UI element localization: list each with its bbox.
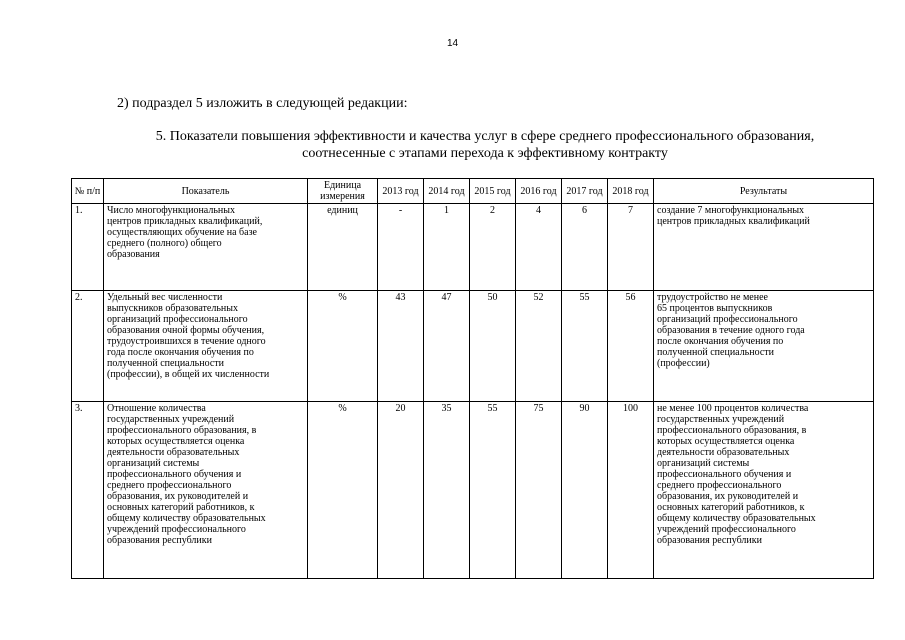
header-2018: 2018 год xyxy=(608,179,654,204)
row-value-2015: 50 xyxy=(470,291,516,402)
row-value-2018: 56 xyxy=(608,291,654,402)
row-indicator: Отношение количества государственных учреждений профессионального образования, в которых осуществляется оценка деятельности образовательных организаций системы профессионального обучения и среднего профессионального образования, их руководителей и основных категорий работников, к общему количеству образовательных учреждений профессионального образования республики xyxy=(104,402,308,579)
row-value-2014: 47 xyxy=(424,291,470,402)
row-value-2013: 43 xyxy=(378,291,424,402)
header-num: № п/п xyxy=(72,179,104,204)
row-value-2018: 7 xyxy=(608,204,654,291)
row-value-2013: - xyxy=(378,204,424,291)
section-title-line-2: соотнесенные с этапами перехода к эффективному контракту xyxy=(302,146,668,161)
header-indicator: Показатель xyxy=(104,179,308,204)
indicators-table xyxy=(71,178,874,579)
table-row xyxy=(72,291,874,402)
row-unit: единиц xyxy=(308,204,378,291)
page-number: 14 xyxy=(446,38,459,49)
row-unit: % xyxy=(308,291,378,402)
row-value-2017: 90 xyxy=(562,402,608,579)
row-results: создание 7 многофункциональных центров прикладных квалификаций xyxy=(654,204,874,291)
row-value-2017: 55 xyxy=(562,291,608,402)
row-value-2015: 2 xyxy=(470,204,516,291)
row-value-2014: 1 xyxy=(424,204,470,291)
header-2015: 2015 год xyxy=(470,179,516,204)
header-results: Результаты xyxy=(654,179,874,204)
row-value-2016: 4 xyxy=(516,204,562,291)
section-title xyxy=(70,128,900,162)
row-results: трудоустройство не менее 65 процентов выпускников организаций профессионального образования в течение одного года после окончания обучения по полученной специальности (профессии) xyxy=(654,291,874,402)
row-value-2015: 55 xyxy=(470,402,516,579)
row-value-2018: 100 xyxy=(608,402,654,579)
header-2014: 2014 год xyxy=(424,179,470,204)
section-title-line-1: 5. Показатели повышения эффективности и качества услуг в сфере среднего профессионального образования, xyxy=(155,129,815,144)
row-num: 1. xyxy=(72,204,104,291)
table-row xyxy=(72,402,874,579)
row-num: 2. xyxy=(72,291,104,402)
row-value-2016: 52 xyxy=(516,291,562,402)
header-2013: 2013 год xyxy=(378,179,424,204)
row-indicator: Число многофункциональных центров прикладных квалификаций, осуществляющих обучение на базе среднего (полного) общего образования xyxy=(104,204,308,291)
row-indicator: Удельный вес численности выпускников образовательных организаций профессионального образования очной формы обучения, трудоустроившихся в течение одного года после окончания обучения по полученной специальности (профессии), в общей их численности xyxy=(104,291,308,402)
row-value-2013: 20 xyxy=(378,402,424,579)
header-unit: Единица измерения xyxy=(308,179,378,204)
header-2017: 2017 год xyxy=(562,179,608,204)
row-num: 3. xyxy=(72,402,104,579)
table-header-row xyxy=(72,179,874,204)
instruction-text: 2) подраздел 5 изложить в следующей редакции: xyxy=(117,96,408,111)
row-value-2014: 35 xyxy=(424,402,470,579)
row-results: не менее 100 процентов количества государственных учреждений профессионального образования, в которых осуществляется оценка деятельности образовательных организаций системы профессионального обучения и среднего профессионального образования, их руководителей и основных категорий работников, к общему количеству образовательных учреждений профессионального образования республики xyxy=(654,402,874,579)
row-value-2016: 75 xyxy=(516,402,562,579)
table-row xyxy=(72,204,874,291)
row-unit: % xyxy=(308,402,378,579)
row-value-2017: 6 xyxy=(562,204,608,291)
header-2016: 2016 год xyxy=(516,179,562,204)
